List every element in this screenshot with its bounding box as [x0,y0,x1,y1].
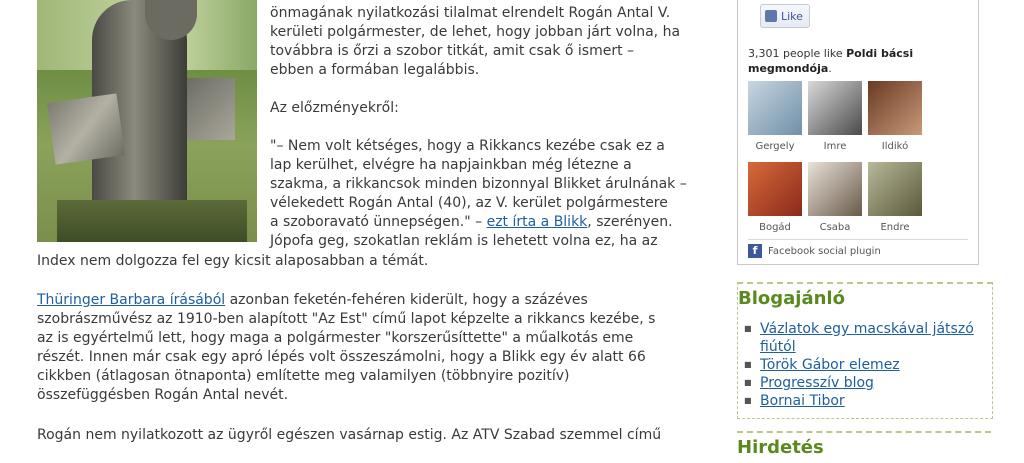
text-line: ebben a formában legalábbis. [270,62,480,78]
facebook-like-box [737,0,979,265]
facebook-like-button[interactable]: Like [760,4,810,28]
fan-face[interactable]: Csaba [808,162,862,233]
list-item [744,356,982,374]
avatar [748,81,802,135]
background-heading: Az előzményekről: [270,100,399,116]
blogajanlo-title: Blogajánló [738,288,845,309]
facebook-plugin-footer: f Facebook social plugin [748,244,881,258]
text-line: "– Nem volt kétséges, hogy a Rikkancs kezébe csak ez a [270,138,665,154]
divider [748,239,968,240]
blikk-source-link[interactable]: ezt írta a Blikk [486,214,588,230]
list-item [744,320,982,356]
text-line: Index nem dolgozza fel egy kicsit alaposabban a témát. [37,253,429,269]
avatar [808,81,862,135]
text-line: kerületi polgármester, de lehet, hogy jobban járt volna, ha [270,24,681,40]
analysis-paragraph [37,291,697,405]
intro-paragraph [270,4,695,80]
hirdetes-title: Hirdetés [737,437,824,458]
fan-face[interactable]: Gergely [748,81,802,152]
blog-link[interactable]: Bornai Tibor [760,393,845,409]
thuringer-article-link[interactable]: Thüringer Barbara írásából [37,292,226,308]
list-item [744,374,982,392]
blog-link[interactable]: Progresszív blog [760,375,874,391]
fan-face[interactable]: Bogád [748,162,802,233]
text-line: lap kerülhet, elvégre ha napjainkban még létezne a [270,157,632,173]
article-photo [37,0,257,242]
text-line: Rogán nem nyilatkozott az ügyről egészen vasárnap estig. Az ATV Szabad szemmel című [37,427,662,443]
avatar [748,162,802,216]
text-line: összefüggésben Rogán Antal nevét. [37,387,289,403]
text-line: az is egyértelmű lett, hogy maga a polgármester "korszerűsíttette" a műalkotás eme [37,330,634,346]
avatar [868,81,922,135]
blog-link[interactable]: Vázlatok egy macskával játszó fiútól [760,321,974,355]
text-line: a szoboravató ünnepségen." – ezt írta a Blikk, szerényen. [270,214,673,230]
avatar [868,162,922,216]
facebook-logo-icon: f [748,244,762,258]
fan-face[interactable]: Endre [868,162,922,233]
blog-link[interactable]: Török Gábor elemez [760,357,900,373]
text-line: szakma, a rikkancsok minden bizonnyal Blikket árulnának – [270,176,687,192]
list-item [744,392,982,410]
text-line: Thüringer Barbara írásából azonban feketén-fehéren kiderült, hogy a százéves [37,292,588,308]
text-line: önmagának nyilatkozási tilalmat elrendelt Rogán Antal V. [270,5,671,21]
text-line: részét. Innen már csak egy apró lépés volt összeszámolni, hogy a Blikk egy év alatt 66 [37,349,646,365]
thumbs-up-icon [765,10,777,22]
fan-face[interactable]: Imre [808,81,862,152]
quote-paragraph [270,137,695,251]
text-line: Jópofa geg, szokatlan reklám is lehetett volna ez, ha az [270,233,658,249]
page-name[interactable]: Poldi bácsi megmondója [748,47,914,75]
text-line: szobrászművész az 1910-ben alapított "Az Est" című lapot képzelte a rikkancs kezébe, s [37,311,656,327]
text-line: vélekedett Rogán Antal (40), az V. kerület polgármestere [270,195,668,211]
text-line: cikkben (átlagosan ötnaponta) említette meg valamilyen (többnyire pozitív) [37,368,570,384]
avatar [808,162,862,216]
fan-face[interactable]: Ildikó [868,81,922,152]
blog-recommendations [737,282,993,419]
like-count-text: 3,301 people like Poldi bácsi megmondója. [748,47,914,75]
advertisement-section [737,431,991,463]
blog-link-list [744,320,982,410]
text-line: továbbra is őrzi a szobor titkát, amit csak ő ismert – [270,43,635,59]
